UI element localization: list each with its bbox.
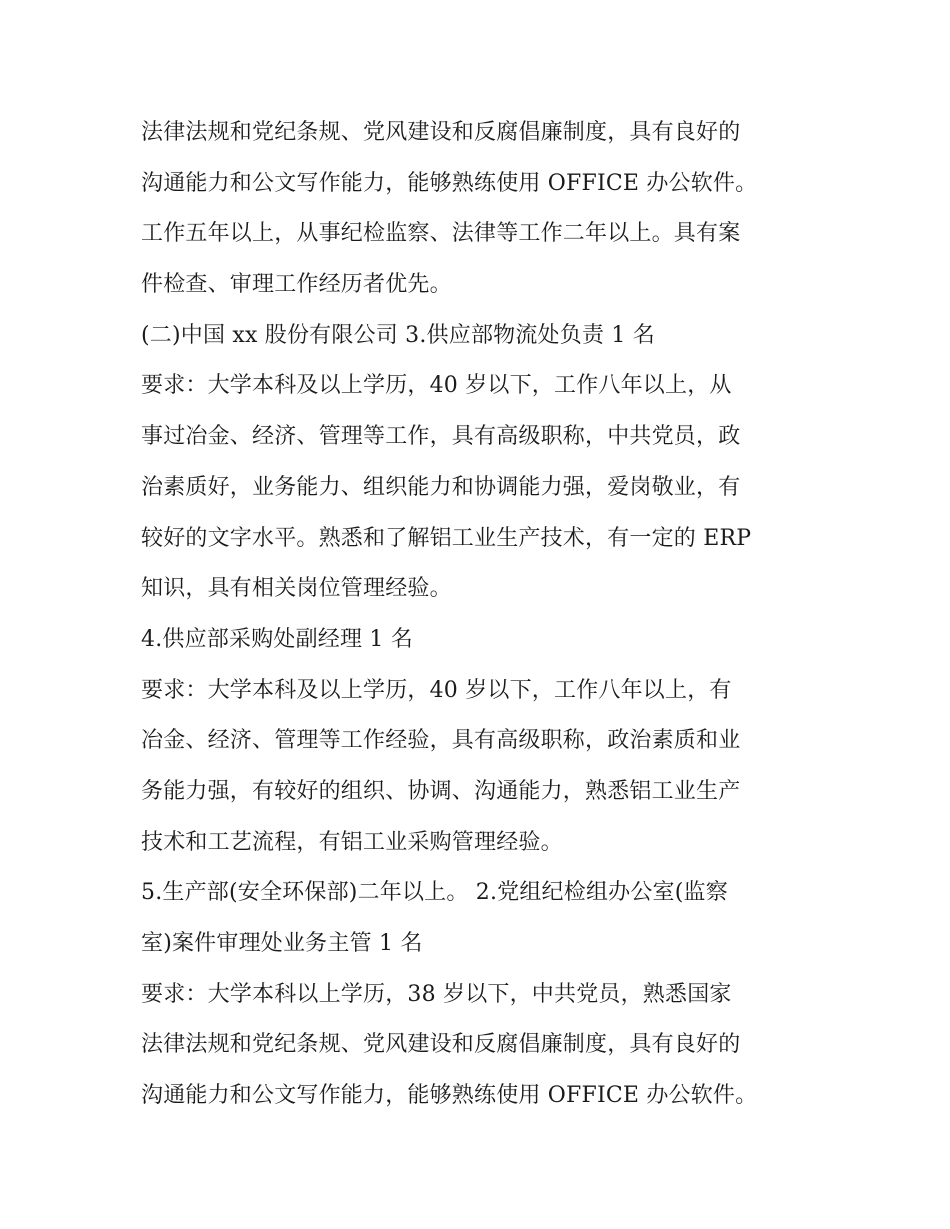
text-line: 技术和工艺流程，有铝工业采购管理经验。 — [141, 829, 563, 855]
section-heading: (二)中国 xx 股份有限公司 3.供应部物流处负责 1 名 — [141, 322, 655, 348]
text-line: 件检查、审理工作经历者优先。 — [141, 272, 452, 298]
text-line: 治素质好，业务能力、组织能力和协调能力强，爱岗敬业，有 — [141, 474, 741, 500]
text-line: 沟通能力和公文写作能力，能够熟练使用 OFFICE 办公软件。 — [141, 1083, 758, 1109]
text-line: 务能力强，有较好的组织、协调、沟通能力，熟悉铝工业生产 — [141, 778, 741, 804]
text-line: 沟通能力和公文写作能力，能够熟练使用 OFFICE 办公软件。 — [141, 170, 758, 196]
text-line: 较好的文字水平。熟悉和了解铝工业生产技术，有一定的 ERP — [141, 525, 752, 551]
text-line: 冶金、经济、管理等工作经验，具有高级职称，政治素质和业 — [141, 728, 741, 754]
text-line: 知识，具有相关岗位管理经验。 — [141, 576, 452, 602]
text-line: 要求：大学本科及以上学历，40 岁以下，工作八年以上，有 — [141, 677, 732, 703]
document-body — [141, 108, 821, 1122]
section-heading: 4.供应部采购处副经理 1 名 — [141, 626, 413, 652]
text-line: 要求：大学本科以上学历，38 岁以下，中共党员，熟悉国家 — [141, 981, 732, 1007]
section-heading: 5.生产部(安全环保部)二年以上。 2.党组纪检组办公室(监察 — [141, 880, 728, 906]
text-line: 要求：大学本科及以上学历，40 岁以下，工作八年以上，从 — [141, 373, 732, 399]
text-line: 法律法规和党纪条规、党风建设和反腐倡廉制度，具有良好的 — [141, 120, 741, 145]
text-line: 事过冶金、经济、管理等工作，具有高级职称，中共党员，政 — [141, 424, 741, 450]
text-line: 室)案件审理处业务主管 1 名 — [141, 931, 423, 956]
text-line: 法律法规和党纪条规、党风建设和反腐倡廉制度，具有良好的 — [141, 1032, 741, 1058]
text-line: 工作五年以上，从事纪检监察、法律等工作二年以上。具有案 — [141, 221, 741, 247]
